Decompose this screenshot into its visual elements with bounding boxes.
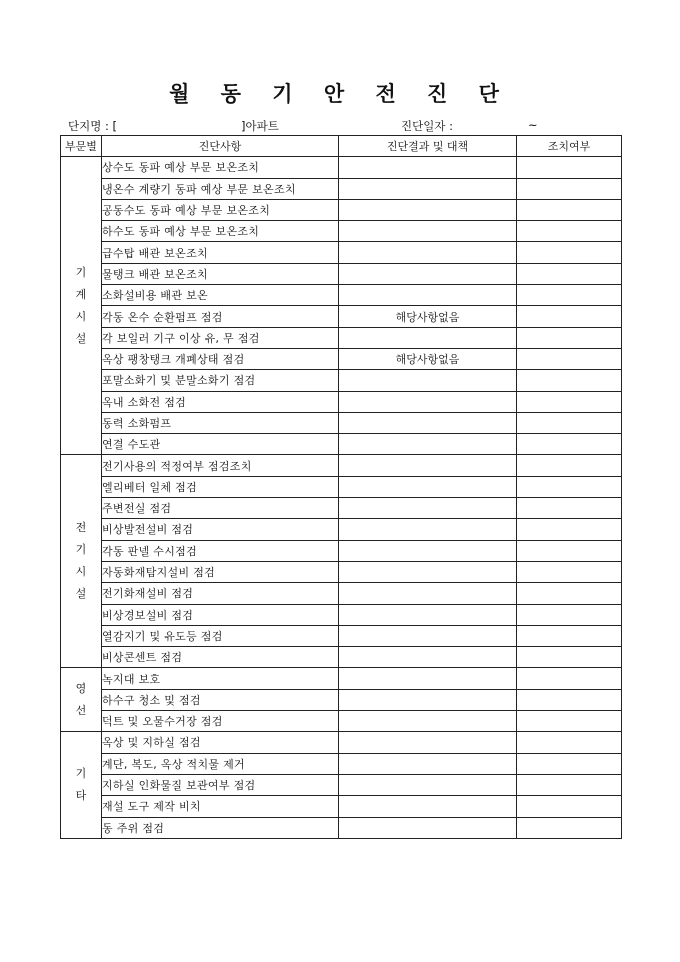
table-row bbox=[61, 327, 622, 348]
header-items: 진단사항 bbox=[102, 136, 339, 157]
diagnosis-date-tilde: ~ bbox=[528, 118, 538, 132]
action-status-cell[interactable] bbox=[517, 434, 622, 455]
table-row bbox=[61, 157, 622, 178]
table-row bbox=[61, 774, 622, 795]
table-row bbox=[61, 647, 622, 668]
diagnosis-result-cell[interactable]: 해당사항없음 bbox=[339, 306, 517, 327]
section-label-char: 타 bbox=[75, 789, 87, 803]
table-row bbox=[61, 348, 622, 369]
section-label-char: 설 bbox=[75, 587, 87, 601]
action-status-cell[interactable] bbox=[517, 285, 622, 306]
action-status-cell[interactable] bbox=[517, 711, 622, 732]
table-row bbox=[61, 498, 622, 519]
action-status-cell[interactable] bbox=[517, 668, 622, 689]
action-status-cell[interactable] bbox=[517, 178, 622, 199]
action-status-cell[interactable] bbox=[517, 348, 622, 369]
diagnosis-item: 포말소화기 및 분말소화기 점검 bbox=[102, 370, 339, 391]
section-label bbox=[61, 455, 102, 668]
action-status-cell[interactable] bbox=[517, 370, 622, 391]
section-label-char: 선 bbox=[75, 703, 87, 717]
header-action: 조치여부 bbox=[517, 136, 622, 157]
table-row bbox=[61, 796, 622, 817]
table-row bbox=[61, 221, 622, 242]
diagnosis-date-label: 진단일자 : bbox=[401, 119, 453, 133]
table-header-row bbox=[61, 136, 622, 157]
diagnosis-result-cell[interactable] bbox=[339, 604, 517, 625]
section-label bbox=[61, 732, 102, 838]
diagnosis-result-cell[interactable] bbox=[339, 689, 517, 710]
action-status-cell[interactable] bbox=[517, 647, 622, 668]
action-status-cell[interactable] bbox=[517, 476, 622, 497]
meta-line bbox=[60, 118, 620, 134]
table-row bbox=[61, 668, 622, 689]
table-row bbox=[61, 391, 622, 412]
section-label-char: 기 bbox=[75, 265, 87, 279]
action-status-cell[interactable] bbox=[517, 199, 622, 220]
diagnosis-item: 녹지대 보호 bbox=[102, 668, 339, 689]
diagnosis-item: 열감지기 및 유도등 점검 bbox=[102, 625, 339, 646]
table-row bbox=[61, 817, 622, 838]
table-row bbox=[61, 711, 622, 732]
diagnosis-result-cell[interactable] bbox=[339, 583, 517, 604]
action-status-cell[interactable] bbox=[517, 796, 622, 817]
diagnosis-item: 냉온수 계량기 동파 예상 부문 보온조치 bbox=[102, 178, 339, 199]
diagnosis-result-cell[interactable] bbox=[339, 157, 517, 178]
diagnosis-item: 옥상 및 지하실 점검 bbox=[102, 732, 339, 753]
diagnosis-result-cell[interactable] bbox=[339, 668, 517, 689]
table-row bbox=[61, 583, 622, 604]
action-status-cell[interactable] bbox=[517, 412, 622, 433]
diagnosis-result-cell[interactable] bbox=[339, 391, 517, 412]
diagnosis-result-cell[interactable] bbox=[339, 647, 517, 668]
checklist-body bbox=[61, 157, 622, 839]
table-row bbox=[61, 625, 622, 646]
table-row bbox=[61, 753, 622, 774]
diagnosis-item: 엘리베터 일체 점검 bbox=[102, 476, 339, 497]
diagnosis-item: 계단, 복도, 옥상 적치물 제거 bbox=[102, 753, 339, 774]
table-row bbox=[61, 242, 622, 263]
diagnosis-result-cell[interactable] bbox=[339, 519, 517, 540]
table-row bbox=[61, 732, 622, 753]
diagnosis-item: 연결 수도관 bbox=[102, 434, 339, 455]
diagnosis-result-cell[interactable] bbox=[339, 625, 517, 646]
diagnosis-result-cell[interactable] bbox=[339, 540, 517, 561]
diagnosis-item: 자동화재탐지설비 점검 bbox=[102, 561, 339, 582]
diagnosis-item: 비상발전설비 점검 bbox=[102, 519, 339, 540]
table-row bbox=[61, 263, 622, 284]
diagnosis-item: 옥내 소화전 점검 bbox=[102, 391, 339, 412]
diagnosis-item: 비상경보설비 점검 bbox=[102, 604, 339, 625]
diagnosis-result-cell[interactable] bbox=[339, 178, 517, 199]
section-label-char: 기 bbox=[75, 767, 87, 781]
table-row bbox=[61, 455, 622, 476]
action-status-cell[interactable] bbox=[517, 625, 622, 646]
document-title: 월 동 기 안 전 진 단 bbox=[169, 81, 511, 106]
diagnosis-result-cell[interactable] bbox=[339, 412, 517, 433]
diagnosis-item: 전기화재설비 점검 bbox=[102, 583, 339, 604]
diagnosis-item: 지하실 인화물질 보관여부 점검 bbox=[102, 774, 339, 795]
apartment-suffix: ]아파트 bbox=[241, 119, 279, 133]
diagnosis-result-cell[interactable] bbox=[339, 242, 517, 263]
section-label bbox=[61, 157, 102, 455]
action-status-cell[interactable] bbox=[517, 263, 622, 284]
diagnosis-result-cell[interactable] bbox=[339, 753, 517, 774]
diagnosis-result-cell[interactable] bbox=[339, 498, 517, 519]
table-row bbox=[61, 476, 622, 497]
diagnosis-result-cell[interactable] bbox=[339, 561, 517, 582]
diagnosis-item: 상수도 동파 예상 부문 보온조치 bbox=[102, 157, 339, 178]
action-status-cell[interactable] bbox=[517, 817, 622, 838]
complex-name-label: 단지명 : [ bbox=[68, 119, 117, 133]
action-status-cell[interactable] bbox=[517, 540, 622, 561]
diagnosis-result-cell[interactable] bbox=[339, 221, 517, 242]
diagnosis-result-cell[interactable] bbox=[339, 455, 517, 476]
action-status-cell[interactable] bbox=[517, 391, 622, 412]
header-division: 부문별 bbox=[61, 136, 102, 157]
diagnosis-item: 덕트 및 오물수거장 점검 bbox=[102, 711, 339, 732]
table-row bbox=[61, 306, 622, 327]
action-status-cell[interactable] bbox=[517, 327, 622, 348]
diagnosis-item: 하수도 동파 예상 부문 보온조치 bbox=[102, 221, 339, 242]
diagnosis-item: 주변전실 점검 bbox=[102, 498, 339, 519]
table-row bbox=[61, 604, 622, 625]
diagnosis-item: 비상콘센트 점검 bbox=[102, 647, 339, 668]
diagnosis-result-cell[interactable] bbox=[339, 285, 517, 306]
diagnosis-result-cell[interactable] bbox=[339, 732, 517, 753]
diagnosis-result-cell[interactable] bbox=[339, 370, 517, 391]
table-row bbox=[61, 370, 622, 391]
safety-checklist-table bbox=[60, 135, 622, 839]
action-status-cell[interactable] bbox=[517, 498, 622, 519]
diagnosis-item: 물탱크 배관 보온조치 bbox=[102, 263, 339, 284]
table-row bbox=[61, 519, 622, 540]
section-label-char: 시 bbox=[75, 309, 87, 323]
diagnosis-result-cell[interactable] bbox=[339, 199, 517, 220]
header-results: 진단결과 및 대책 bbox=[339, 136, 517, 157]
table-row bbox=[61, 561, 622, 582]
table-row bbox=[61, 540, 622, 561]
action-status-cell[interactable] bbox=[517, 774, 622, 795]
diagnosis-result-cell[interactable] bbox=[339, 263, 517, 284]
action-status-cell[interactable] bbox=[517, 561, 622, 582]
diagnosis-result-cell[interactable] bbox=[339, 774, 517, 795]
action-status-cell[interactable] bbox=[517, 753, 622, 774]
diagnosis-result-cell[interactable]: 해당사항없음 bbox=[339, 348, 517, 369]
diagnosis-result-cell[interactable] bbox=[339, 434, 517, 455]
diagnosis-item: 소화설비용 배관 보온 bbox=[102, 285, 339, 306]
action-status-cell[interactable] bbox=[517, 221, 622, 242]
diagnosis-result-cell[interactable] bbox=[339, 476, 517, 497]
action-status-cell[interactable] bbox=[517, 519, 622, 540]
section-label-char: 설 bbox=[75, 331, 87, 345]
diagnosis-item: 각 보일러 기구 이상 유, 무 점검 bbox=[102, 327, 339, 348]
action-status-cell[interactable] bbox=[517, 604, 622, 625]
diagnosis-item: 재설 도구 제작 비치 bbox=[102, 796, 339, 817]
action-status-cell[interactable] bbox=[517, 583, 622, 604]
table-row bbox=[61, 199, 622, 220]
action-status-cell[interactable] bbox=[517, 732, 622, 753]
action-status-cell[interactable] bbox=[517, 157, 622, 178]
action-status-cell[interactable] bbox=[517, 689, 622, 710]
table-row bbox=[61, 412, 622, 433]
action-status-cell[interactable] bbox=[517, 455, 622, 476]
section-label-char: 시 bbox=[75, 565, 87, 579]
diagnosis-item: 옥상 팽창탱크 개폐상태 점검 bbox=[102, 348, 339, 369]
table-row bbox=[61, 285, 622, 306]
diagnosis-item: 전기사용의 적정여부 점검조치 bbox=[102, 455, 339, 476]
diagnosis-item: 급수탑 배관 보온조치 bbox=[102, 242, 339, 263]
diagnosis-item: 동력 소화펌프 bbox=[102, 412, 339, 433]
diagnosis-result-cell[interactable] bbox=[339, 817, 517, 838]
table-row bbox=[61, 178, 622, 199]
section-label-char: 계 bbox=[75, 287, 87, 301]
table-row bbox=[61, 434, 622, 455]
diagnosis-item: 각동 온수 순환펌프 점검 bbox=[102, 306, 339, 327]
section-label-char: 기 bbox=[75, 543, 87, 557]
section-label bbox=[61, 668, 102, 732]
table-row bbox=[61, 689, 622, 710]
diagnosis-result-cell[interactable] bbox=[339, 711, 517, 732]
section-label-char: 전 bbox=[75, 521, 87, 535]
diagnosis-item: 동 주위 점검 bbox=[102, 817, 339, 838]
diagnosis-item: 각동 판넬 수시점검 bbox=[102, 540, 339, 561]
diagnosis-item: 하수구 청소 및 점검 bbox=[102, 689, 339, 710]
action-status-cell[interactable] bbox=[517, 242, 622, 263]
diagnosis-result-cell[interactable] bbox=[339, 796, 517, 817]
action-status-cell[interactable] bbox=[517, 306, 622, 327]
section-label-char: 영 bbox=[75, 681, 87, 695]
diagnosis-result-cell[interactable] bbox=[339, 327, 517, 348]
diagnosis-item: 공동수도 동파 예상 부문 보온조치 bbox=[102, 199, 339, 220]
